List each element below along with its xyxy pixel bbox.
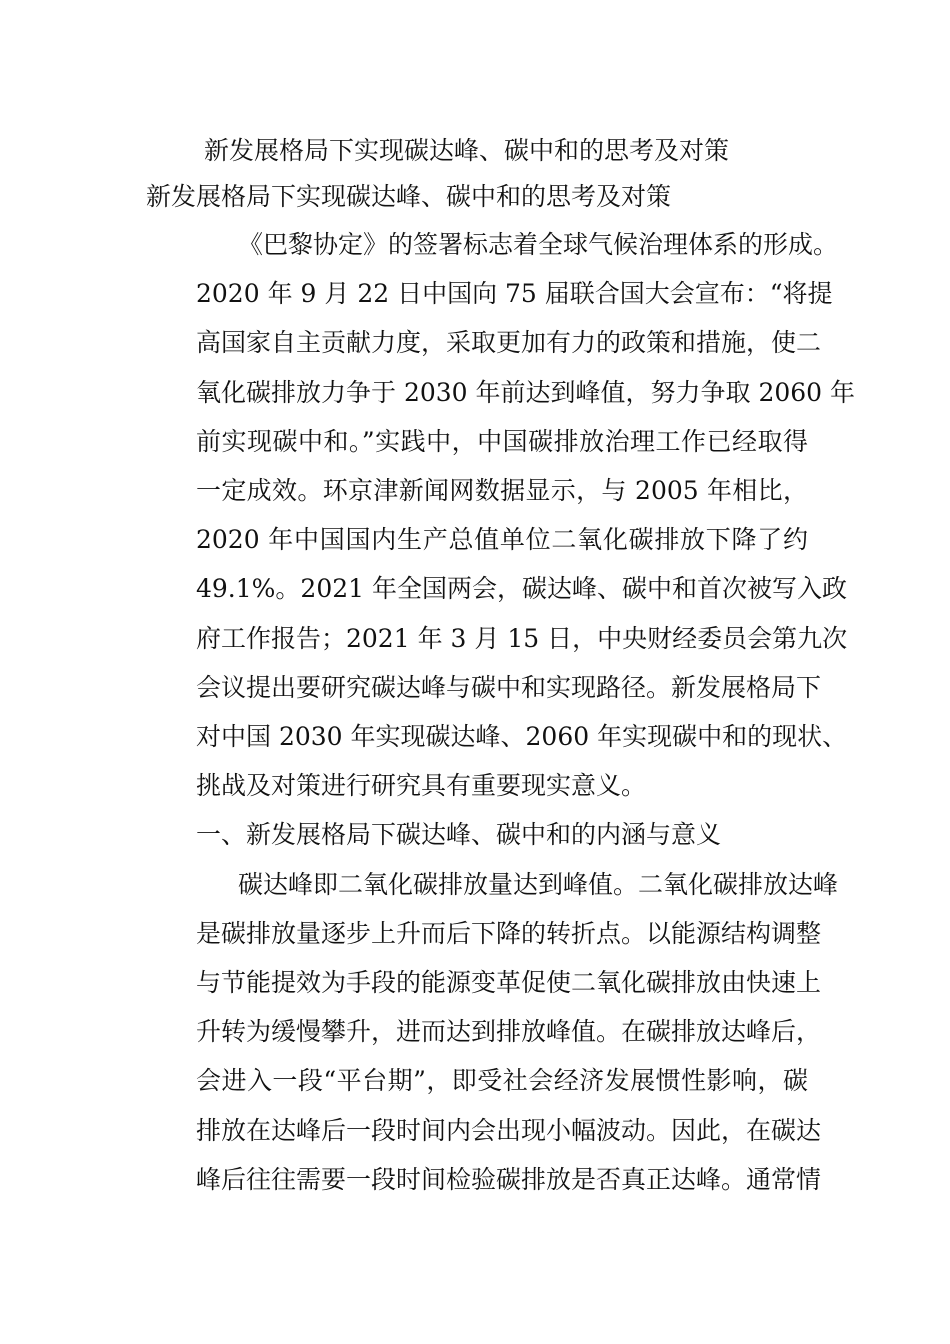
section-heading: 一、新发展格局下碳达峰、碳中和的内涵与意义: [196, 820, 722, 850]
paragraph-line: 2020 年中国国内生产总值单位二氧化碳排放下降了约: [196, 525, 808, 555]
paragraph-line: 排放在达峰后一段时间内会出现小幅波动。因此，在碳达: [196, 1115, 822, 1145]
paragraph-line: 会进入一段“平台期”，即受社会经济发展惯性影响，碳: [196, 1066, 808, 1096]
paragraph-line: 一定成效。环京津新闻网数据显示，与 2005 年相比，: [196, 476, 808, 506]
paragraph-line: 《巴黎协定》的签署标志着全球气候治理体系的形成。: [238, 230, 839, 259]
paragraph-line: 府工作报告；2021 年 3 月 15 日，中央财经委员会第九次: [196, 623, 848, 653]
paragraph-line: 升转为缓慢攀升，进而达到排放峰值。在碳排放达峰后，: [196, 1017, 822, 1047]
document-title: 新发展格局下实现碳达峰、碳中和的思考及对策: [204, 136, 730, 165]
paragraph-line: 峰后往往需要一段时间检验碳排放是否真正达峰。通常情: [196, 1164, 822, 1194]
paragraph-line: 高国家自主贡献力度，采取更加有力的政策和措施，使二: [196, 328, 822, 358]
document-page: [146, 128, 856, 1204]
paragraph-line: 对中国 2030 年实现碳达峰、2060 年实现碳中和的现状、: [196, 722, 848, 752]
paragraph-carbon-peak: [146, 860, 839, 1204]
paragraph-line: 是碳排放量逐步上升而后下降的转折点。以能源结构调整: [196, 918, 822, 948]
paragraph-line: 与节能提效为手段的能源变革促使二氧化碳排放由快速上: [196, 968, 822, 998]
paragraph-line: 会议提出要研究碳达峰与碳中和实现路径。新发展格局下: [196, 672, 822, 702]
document-subtitle: 新发展格局下实现碳达峰、碳中和的思考及对策: [146, 182, 672, 211]
paragraph-line: 2020 年 9 月 22 日中国向 75 届联合国大会宣布：“将提: [196, 279, 833, 309]
paragraph-line: 挑战及对策进行研究具有重要现实意义。: [196, 771, 647, 801]
paragraph-line: 49.1%。2021 年全国两会，碳达峰、碳中和首次被写入政: [196, 574, 847, 604]
paragraph-line: 碳达峰即二氧化碳排放量达到峰值。二氧化碳排放达峰: [238, 869, 839, 899]
paragraph-line: 氧化碳排放力争于 2030 年前达到峰值，努力争取 2060 年: [196, 377, 856, 407]
paragraph-line: 前实现碳中和。”实践中，中国碳排放治理工作已经取得: [196, 426, 808, 456]
paragraph-intro: [146, 220, 856, 810]
